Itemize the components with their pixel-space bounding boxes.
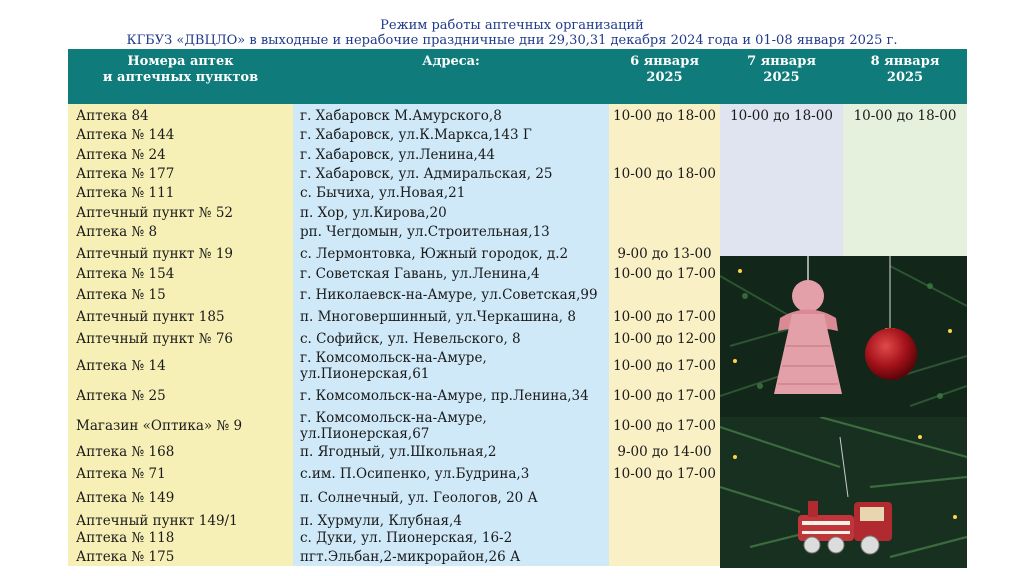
jan8-hours: 10-00 до 18-00	[853, 108, 957, 124]
table-row-name: Аптека № 24	[76, 147, 166, 163]
table-row-jan6-hours: 10-00 до 18-00	[613, 166, 716, 182]
table-row-address: г. Хабаровск М.Амурского,8	[300, 108, 502, 124]
table-row-address: г. Хабаровск, ул.Ленина,44	[300, 147, 496, 163]
table-row-name: Аптечный пункт № 19	[76, 246, 234, 262]
toy-train-ornament-photo	[720, 417, 967, 568]
table-row-jan6-hours: 10-00 до 17-00	[613, 309, 716, 325]
table-row-address: п. Многовершинный, ул.Черкашина, 8	[300, 309, 576, 325]
table-row-address: с. Софийск, ул. Невельского, 8	[300, 331, 521, 347]
table-row-address: п. Хор, ул.Кирова,20	[300, 205, 447, 221]
table-row-address: п. Ягодный, ул.Школьная,2	[300, 444, 497, 460]
table-row-address: п. Хурмули, Клубная,4	[300, 513, 462, 529]
table-row-name: Аптека № 175	[76, 549, 175, 565]
table-row-name: Аптека № 177	[76, 166, 175, 182]
table-row-jan6-hours: 10-00 до 17-00	[613, 266, 716, 282]
table-row-jan6-hours: 9-00 до 14-00	[617, 444, 712, 460]
table-row-address: г. Комсомольск-на-Амуре, пр.Ленина,34	[300, 388, 589, 404]
table-row-address: г. Хабаровск, ул. Адмиральская, 25	[300, 166, 553, 182]
table-row-address: с. Лермонтовка, Южный городок, д.2	[300, 246, 569, 262]
table-row-jan6-hours: 10-00 до 12-00	[613, 331, 716, 347]
table-row-address: г. Комсомольск-на-Амуре,	[300, 350, 487, 366]
table-row-address: рп. Чегдомын, ул.Строительная,13	[300, 224, 550, 240]
table-row-name: Аптека № 71	[76, 466, 166, 482]
title-line-1: Режим работы аптечных организаций	[380, 18, 644, 33]
jan7-hours: 10-00 до 18-00	[730, 108, 833, 124]
header-jan6: 6 января 2025	[609, 49, 720, 104]
crochet-angel-ornament-photo	[720, 256, 967, 417]
table-row-name: Аптека № 8	[76, 224, 158, 240]
table-row-address: с. Дуки, ул. Пионерская, 16-2	[300, 530, 513, 546]
table-row-name: Аптека № 25	[76, 388, 166, 404]
table-row-jan6-hours: 10-00 до 18-00	[613, 108, 716, 124]
table-row-name: Аптека № 168	[76, 444, 175, 460]
table-row-name: Аптека № 144	[76, 127, 175, 143]
table-row-jan6-hours: 9-00 до 13-00	[617, 246, 712, 262]
table-row-address-line2: ул.Пионерская,67	[300, 426, 430, 442]
table-row-address: с. Бычиха, ул.Новая,21	[300, 185, 466, 201]
table-row-address: г. Хабаровск, ул.К.Маркса,143 Г	[300, 127, 532, 143]
table-row-jan6-hours: 10-00 до 17-00	[613, 418, 716, 434]
table-row-address: п. Солнечный, ул. Геологов, 20 А	[300, 490, 538, 506]
table-row-jan6-hours: 10-00 до 17-00	[613, 358, 716, 374]
table-row-address: с.им. П.Осипенко, ул.Будрина,3	[300, 466, 530, 482]
table-row-name: Аптечный пункт 149/1	[76, 513, 238, 529]
table-row-name: Аптека № 118	[76, 530, 175, 546]
header-jan8: 8 января 2025	[843, 49, 967, 104]
header-jan7: 7 января 2025	[720, 49, 843, 104]
table-row-name: Аптека № 154	[76, 266, 175, 282]
title-line-2: КГБУЗ «ДВЦЛО» в выходные и нерабочие праздничные дни 29,30,31 декабря 2024 года и 01-08 января 2025 г.	[126, 33, 898, 48]
table-row-address-line2: ул.Пионерская,61	[300, 366, 430, 382]
table-row-name: Аптечный пункт № 52	[76, 205, 234, 221]
header-pharmacy-numbers: Номера аптек и аптечных пунктов	[68, 49, 293, 104]
column-jan7-bg	[720, 104, 843, 256]
crochet-angel-ornament-image	[720, 256, 967, 417]
table-row-address: г. Николаевск-на-Амуре, ул.Советская,99	[300, 287, 598, 303]
table-row-name: Аптечный пункт № 76	[76, 331, 234, 347]
column-jan8-bg	[843, 104, 967, 256]
table-row-address: г. Советская Гавань, ул.Ленина,4	[300, 266, 540, 282]
table-row-jan6-hours: 10-00 до 17-00	[613, 388, 716, 404]
header-addresses: Адреса:	[293, 49, 609, 104]
table-row-address: г. Комсомольск-на-Амуре,	[300, 410, 487, 426]
table-row-name: Магазин «Оптика» № 9	[76, 418, 243, 434]
table-row-address: пгт.Эльбан,2-микрорайон,26 А	[300, 549, 521, 565]
table-row-name: Аптека № 149	[76, 490, 175, 506]
toy-train-ornament-image	[720, 417, 967, 568]
table-row-name: Аптека 84	[76, 108, 149, 124]
table-row-jan6-hours: 10-00 до 17-00	[613, 466, 716, 482]
table-row-name: Аптечный пункт 185	[76, 309, 225, 325]
table-row-name: Аптека № 15	[76, 287, 166, 303]
table-row-name: Аптека № 14	[76, 358, 166, 374]
table-row-name: Аптека № 111	[76, 185, 175, 201]
